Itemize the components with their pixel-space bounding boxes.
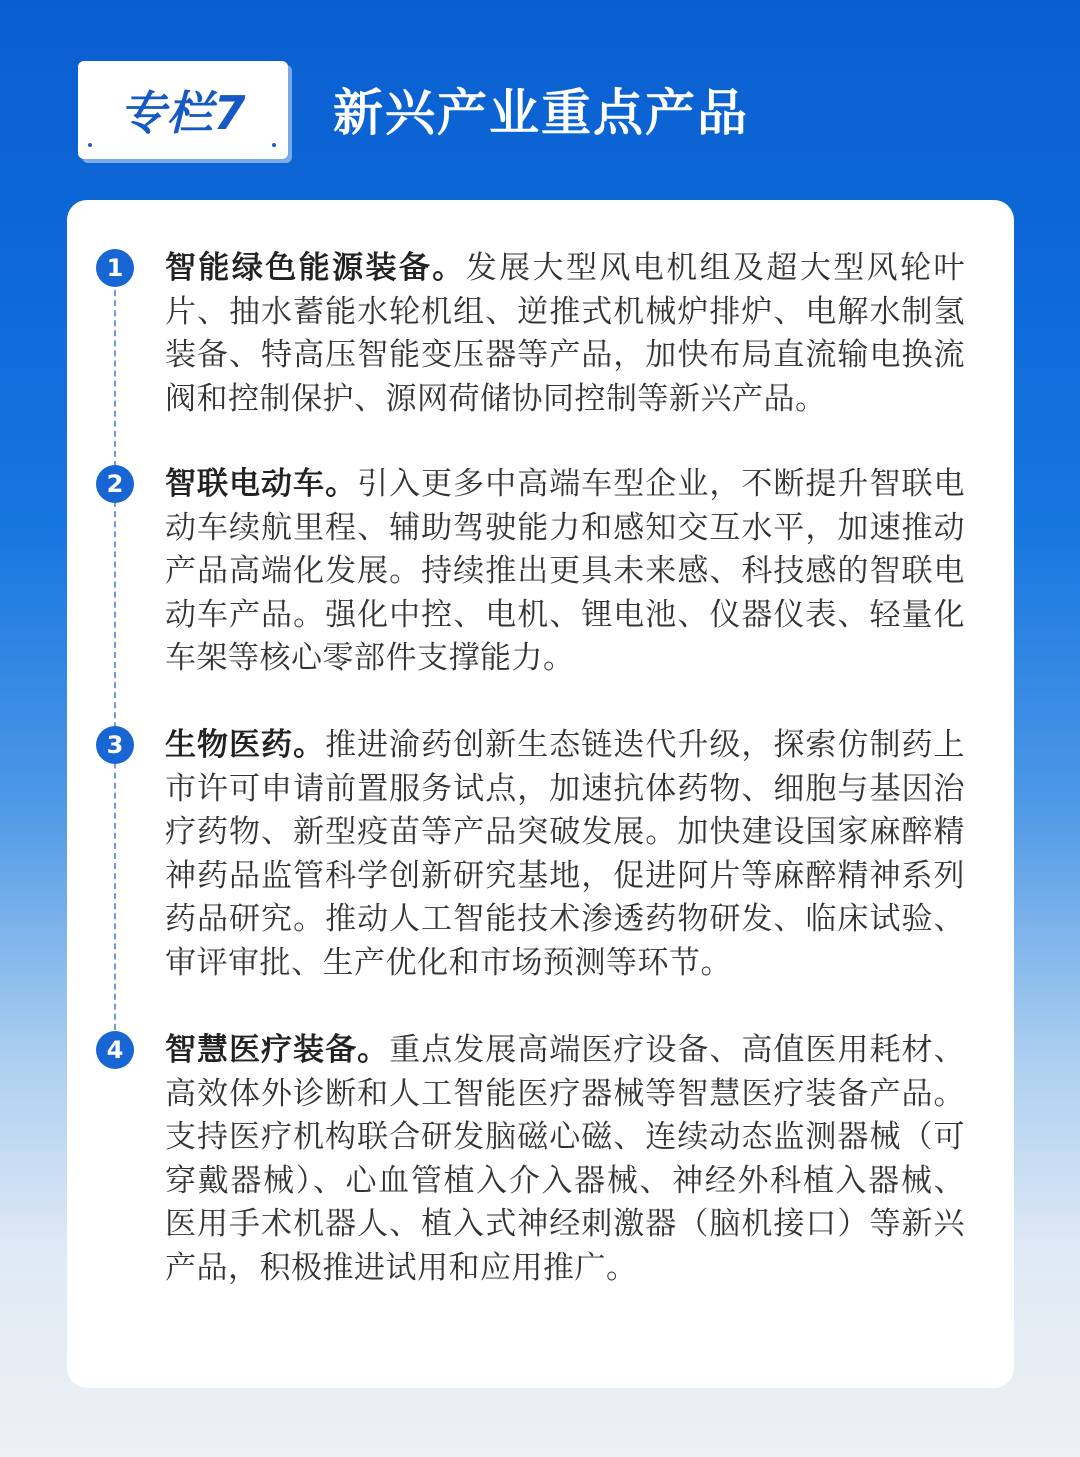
item-lead-2: 智联电动车。 [165,466,358,502]
item-body-2 [165,463,965,681]
badge-dot-right [272,143,276,147]
item-text-4: 重点发展高端医疗设备、高值医用耗材、高效体外诊断和人工智能医疗器械等智慧医疗装备产品。支持医疗机构联合研发脑磁心磁、连续动态监测器械（可穿戴器械）、心血管植入介入器械、神经外科植入器械、医用手术机器人、植入式神经刺激器（脑机接口）等新兴产品，积极推进试用和应用推广。 [165,1032,966,1286]
item-lead-3: 生物医药。 [165,727,326,763]
badge-dot-left [88,143,92,147]
number-badge-4: 4 [96,1031,134,1069]
timeline-dashed-line [114,270,116,1060]
column-badge [78,61,288,159]
item-body-4 [165,1029,965,1290]
number-badge-1: 1 [96,249,134,287]
column-badge-label: 专栏7 [119,86,247,140]
item-text-1: 发展大型风电机组及超大型风轮叶片、抽水蓄能水轮机组、逆推式机械炉排炉、电解水制氢装备、特高压智能变压器等产品，加快布局直流输电换流阀和控制保护、源网荷储协同控制等新兴产品。 [165,250,965,417]
item-lead-1: 智能绿色能源装备。 [165,250,466,286]
item-body-1 [165,247,965,421]
item-lead-4: 智慧医疗装备。 [165,1032,390,1068]
item-body-3 [165,724,965,985]
item-text-2: 引入更多中高端车型企业，不断提升智联电动车续航里程、辅助驾驶能力和感知交互水平，加速推动产品高端化发展。持续推出更具未来感、科技感的智联电动车产品。强化中控、电机、锂电池、仪器仪表、轻量化车架等核心零部件支撑能力。 [165,466,965,676]
number-badge-2: 2 [96,465,134,503]
item-text-3: 推进渝药创新生态链迭代升级，探索仿制药上市许可申请前置服务试点，加速抗体药物、细胞与基因治疗药物、新型疫苗等产品突破发展。加快建设国家麻醉精神药品监管科学创新研究基地，促进阿片等麻醉精神系列药品研究。推动人工智能技术渗透药物研发、临床试验、审评审批、生产优化和市场预测等环节。 [165,727,966,981]
number-badge-3: 3 [96,726,134,764]
page-title: 新兴产业重点产品 [333,84,749,142]
